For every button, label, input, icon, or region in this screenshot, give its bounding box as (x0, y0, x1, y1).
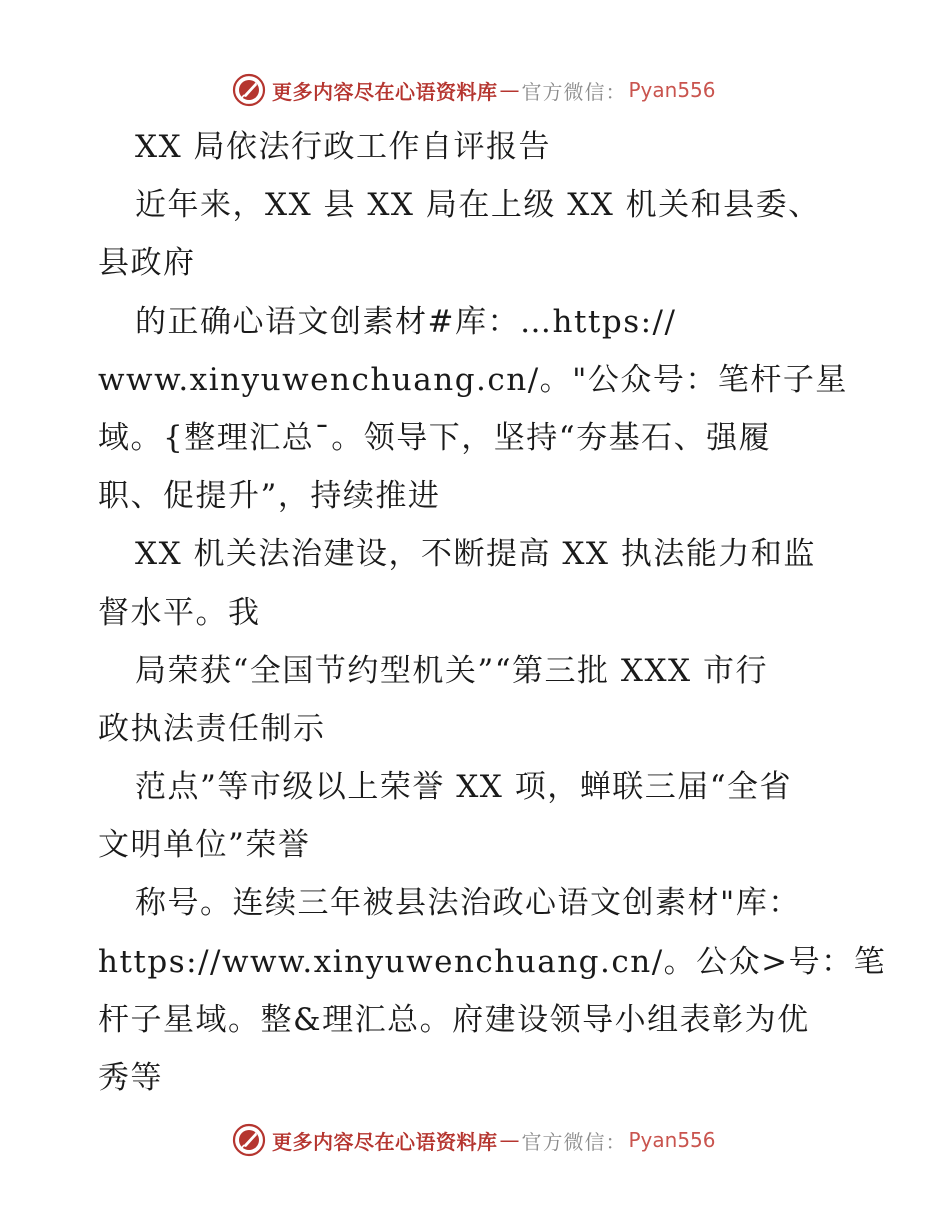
feather-pen-seal-icon (232, 1123, 266, 1157)
document-title: XX 局依法行政工作自评报告 (135, 129, 551, 165)
footer-watermark-banner (232, 1120, 716, 1160)
text-line: 杆子星域。整&理汇总。府建设领导小组表彰为优 (98, 1001, 810, 1038)
text-line: 的正确心语文创素材#库：…https:// (135, 303, 677, 340)
banner-separator: — (499, 78, 520, 102)
text-line: 范点”等市级以上荣誉 XX 项，蝉联三届“全省 (135, 769, 793, 806)
text-line: 县政府 (98, 245, 196, 282)
banner-wechat-label: 官方微信： (521, 79, 627, 104)
banner-separator: — (499, 1128, 520, 1152)
text-line: 域。{整理汇总¯。领导下，坚持“夯基石、强履 (98, 419, 772, 456)
text-line: 督水平。我 (98, 594, 261, 631)
feather-pen-seal-icon (232, 73, 266, 107)
text-line: 近年来，XX 县 XX 局在上级 XX 机关和县委、 (135, 187, 821, 224)
banner-wechat-id: Pyan556 (628, 1128, 716, 1152)
text-line: 文明单位”荣誉 (98, 827, 311, 864)
text-line: 政执法责任制示 (98, 710, 326, 747)
banner-wechat-label: 官方微信： (521, 1129, 627, 1154)
text-line: 局荣获“全国节约型机关”“第三批 XXX 市行 (135, 652, 768, 689)
banner-brand-text: 更多内容尽在心语资料库 (272, 1129, 498, 1154)
text-line: www.xinyuwenchuang.cn/。"公众号：笔杆子星 (98, 361, 848, 398)
text-line: XX 机关法治建设，不断提高 XX 执法能力和监 (135, 536, 816, 573)
text-line: 秀等 (98, 1060, 163, 1096)
text-line: https://www.xinyuwenchuang.cn/。公众>号：笔 (98, 943, 887, 980)
banner-brand-text: 更多内容尽在心语资料库 (272, 79, 498, 104)
header-watermark-banner (232, 70, 716, 110)
text-line: 称号。连续三年被县法治政心语文创素材"库： (135, 885, 801, 922)
document-body (98, 118, 887, 1107)
banner-wechat-id: Pyan556 (628, 78, 716, 102)
text-line: 职、促提升”，持续推进 (98, 478, 441, 515)
